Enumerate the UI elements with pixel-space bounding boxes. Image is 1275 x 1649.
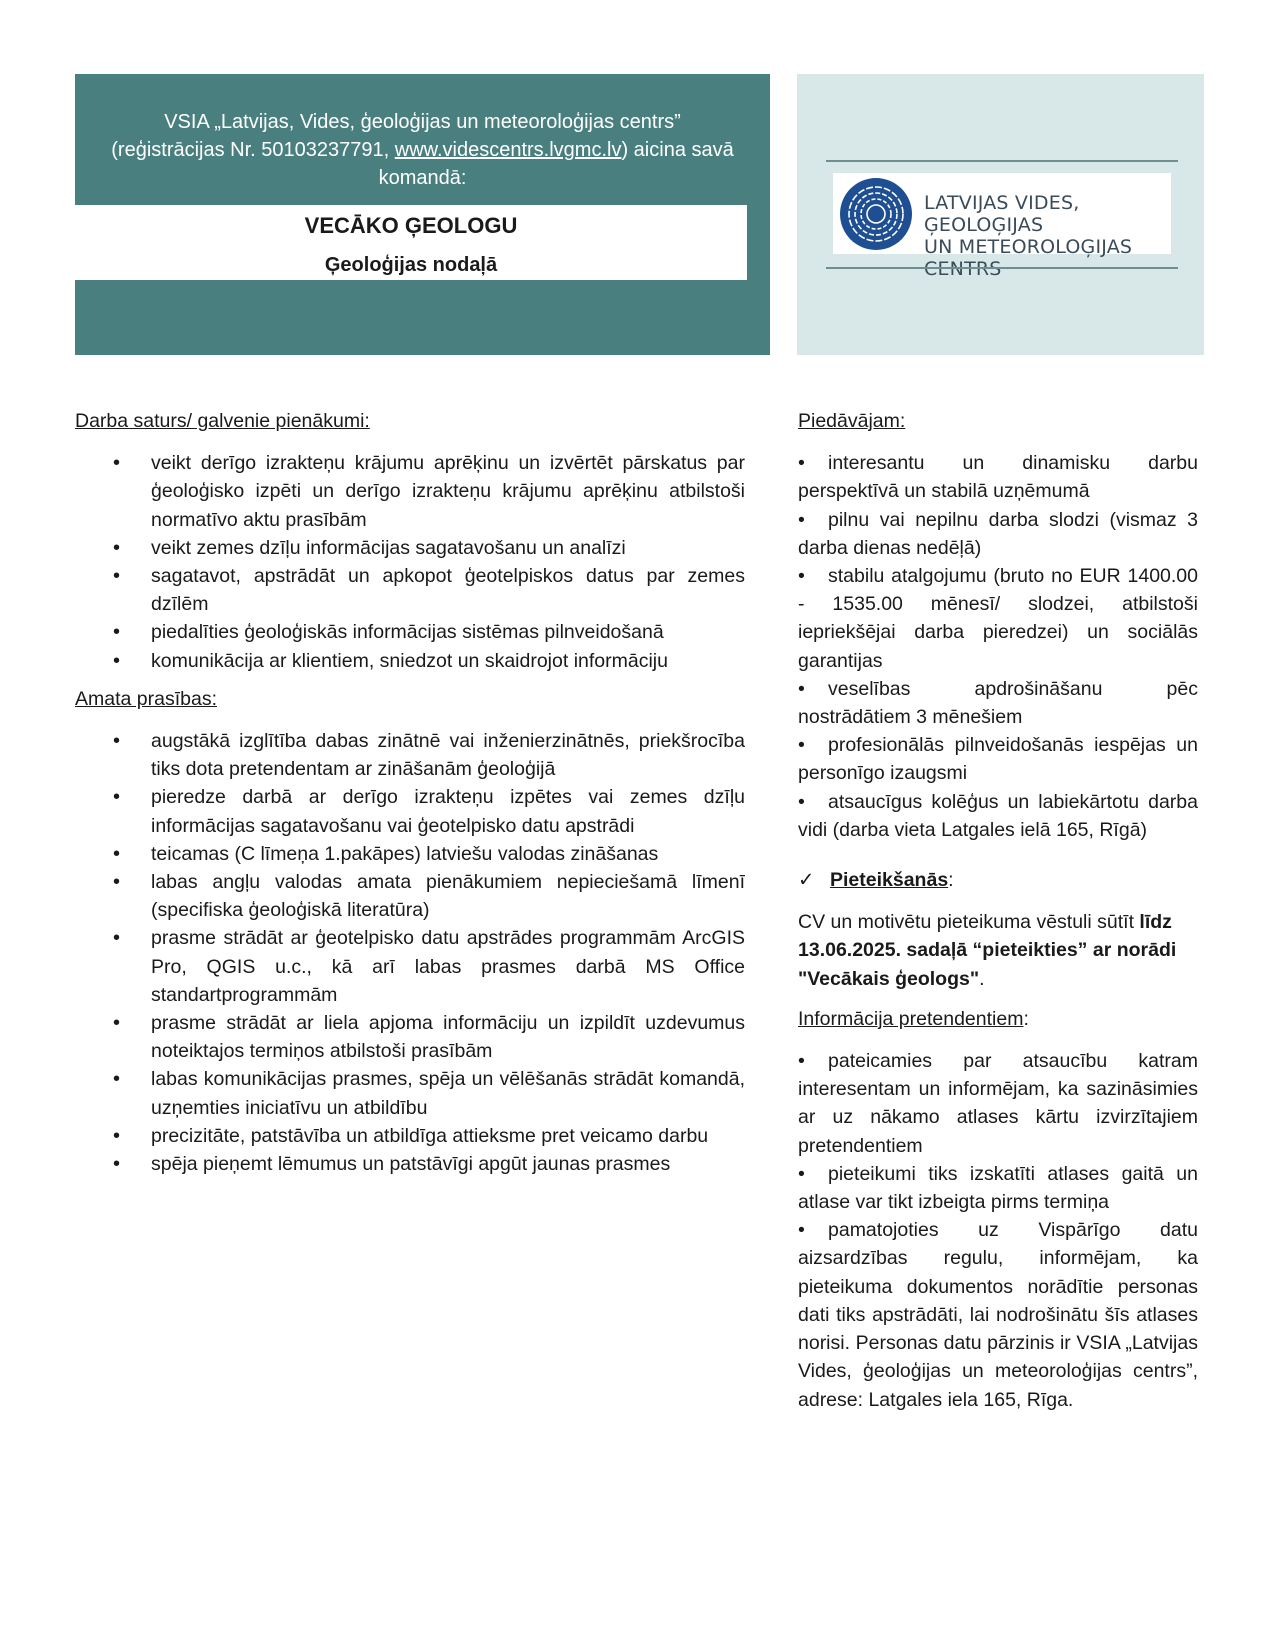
apply-heading-text: Pieteikšanās bbox=[830, 869, 949, 892]
list-item: • sagatavot, apstrādāt un apkopot ģeotelpiskos datus par zemes dzīlēm bbox=[75, 562, 745, 618]
list-item: • komunikācija ar klientiem, sniedzot un skaidrojot informāciju bbox=[75, 647, 745, 675]
intro-line-2 bbox=[75, 136, 770, 164]
info-heading-suffix: : bbox=[1023, 1007, 1029, 1030]
organization-logo bbox=[833, 173, 1171, 280]
logo-panel bbox=[797, 74, 1204, 355]
logo-bottom-rule bbox=[826, 267, 1178, 269]
offer-item-text: veselības apdrošināšanu pēc nostrādātiem 3 mēnešiem bbox=[798, 677, 1198, 729]
logo-text-line-2: UN METEOROLOĢIJAS CENTRS bbox=[924, 236, 1133, 280]
apply-deadline: līdz 13.06.2025. sadaļā “pieteikties” ar norādi "Vecākais ģeologs" bbox=[798, 911, 1177, 990]
logo-top-rule bbox=[826, 160, 1178, 162]
job-title-box bbox=[75, 205, 747, 280]
list-item: • labas komunikācijas prasmes, spēja un vēlēšanās strādāt komandā, uzņemties iniciatīvu un atbildību bbox=[75, 1065, 745, 1121]
list-item: • precizitāte, patstāvība un atbildīga attieksme pret veicamo darbu bbox=[75, 1122, 745, 1150]
list-item: • veselības apdrošināšanu pēc nostrādātiem 3 mēnešiem bbox=[798, 677, 1198, 729]
list-item: • veikt zemes dzīļu informācijas sagatavošanu un analīzi bbox=[75, 534, 745, 562]
department-name: Ģeoloģijas nodaļā bbox=[324, 254, 498, 276]
list-item: • pamatojoties uz Vispārīgo datu aizsardzības regulu, informējam, ka pieteikuma dokumentos norādītie personas dati tiks apstrādāti, lai nodrošinātu šīs atlases norisi. Personas datu pārzinis ir VSIA „Latvijas Vides, ģeoloģijas un meteoroloģijas centrs”, adrese: Latgales iela 165, Rīga. bbox=[798, 1219, 1198, 1411]
left-column bbox=[75, 407, 745, 1188]
info-item-text: pamatojoties uz Vispārīgo datu aizsardzības regulu, informējam, ka pieteikuma dokumentos norādītie personas dati tiks apstrādāti, lai nodrošinātu šīs atlases norisi. Personas datu pārzinis ir VSIA „Latvijas Vides, ģeoloģijas un meteoroloģijas centrs”, adrese: Latgales iela 165, Rīga. bbox=[798, 1219, 1198, 1411]
apply-text-pre: CV un motivētu pieteikuma vēstuli sūtīt bbox=[798, 911, 1140, 934]
offer-heading: Piedāvājam: bbox=[798, 410, 906, 432]
apply-heading bbox=[798, 866, 1208, 894]
list-item: • piedalīties ģeoloģiskās informācijas sistēmas pilnveidošanā bbox=[75, 618, 745, 646]
list-item: • teicamas (C līmeņa 1.pakāpes) latviešu valodas zināšanas bbox=[75, 840, 745, 868]
list-item: • pateicamies par atsaucību katram interesentam un informējam, ka sazināsimies ar uz nākamo atlases kārtu izvirzītajiem pretendentiem bbox=[798, 1050, 1198, 1157]
list-item: • pieredze darbā ar derīgo izrakteņu izpētes vai zemes dzīļu informācijas sagatavošanu vai ģeotelpisko datu apstrādi bbox=[75, 783, 745, 839]
intro-line-2-post: ) aicina savā bbox=[621, 139, 734, 161]
header-banner bbox=[75, 74, 770, 355]
intro-line-1: VSIA „Latvijas, Vides, ģeoloģijas un meteoroloģijas centrs” bbox=[164, 111, 681, 133]
duties-list bbox=[75, 449, 745, 675]
requirements-list bbox=[75, 727, 745, 1178]
info-heading bbox=[798, 1005, 1208, 1033]
list-item: • interesantu un dinamisku darbu perspektīvā un stabilā uzņēmumā bbox=[798, 452, 1198, 503]
requirements-heading: Amata prasības: bbox=[75, 687, 217, 710]
list-item: • prasme strādāt ar liela apjoma informāciju un izpildīt uzdevumus noteiktajos termiņos atbilstoši prasībām bbox=[75, 1009, 745, 1065]
offer-item-text: pilnu vai nepilnu darba slodzi (vismaz 3 darba dienas nedēļā) bbox=[798, 508, 1198, 559]
lvgmc-logo-icon bbox=[839, 177, 913, 251]
duties-heading: Darba saturs/ galvenie pienākumi: bbox=[75, 410, 370, 432]
offer-list bbox=[798, 449, 1198, 844]
info-heading-text: Informācija pretendentiem bbox=[798, 1007, 1024, 1030]
job-title: VECĀKO ĢEOLOGU bbox=[304, 213, 518, 238]
offer-item-text: atsaucīgus kolēģus un labiekārtotu darba vidi (darba vieta Latgales ielā 165, Rīgā) bbox=[798, 790, 1198, 841]
intro-line-2-pre: (reģistrācijas Nr. 50103237791, bbox=[111, 139, 395, 161]
apply-text-post: . bbox=[979, 967, 985, 990]
info-item-text: pateicamies par atsaucību katram interesentam un informējam, ka sazināsimies ar uz nākamo atlases kārtu izvirzītajiem pretendentiem bbox=[798, 1050, 1198, 1157]
website-link[interactable]: www.videscentrs.lvgmc.lv bbox=[394, 139, 622, 161]
right-column bbox=[798, 407, 1208, 1414]
logo-text-line-1: LATVIJAS VIDES, ĢEOLOĢIJAS bbox=[924, 192, 1080, 236]
list-item: • prasme strādāt ar ģeotelpisko datu apstrādes programmām ArcGIS Pro, QGIS u.c., kā arī labas prasmes darbā MS Office standartprogrammām bbox=[75, 924, 745, 1009]
apply-instructions bbox=[798, 908, 1198, 993]
offer-item-text: profesionālās pilnveidošanās iespējas un personīgo izaugsmi bbox=[798, 734, 1198, 785]
intro-text bbox=[75, 108, 770, 192]
list-item: • labas angļu valodas amata pienākumiem nepieciešamā līmenī (specifiska ģeoloģiskā literatūra) bbox=[75, 868, 745, 924]
list-item: • stabilu atalgojumu (bruto no EUR 1400.00 - 1535.00 mēnesī/ slodzei, atbilstoši iepriekšējai darba pieredzei) un sociālās garantijas bbox=[798, 565, 1198, 672]
list-item: • profesionālās pilnveidošanās iespējas un personīgo izaugsmi bbox=[798, 734, 1198, 785]
list-item: • veikt derīgo izrakteņu krājumu aprēķinu un izvērtēt pārskatus par ģeoloģisko izpēti un derīgo izrakteņu krājumu aprēķinu atbilstoši normatīvo aktu prasībām bbox=[75, 449, 745, 534]
checkmark-icon: ✓ bbox=[798, 869, 815, 892]
intro-line-3: komandā: bbox=[378, 167, 467, 189]
list-item: • atsaucīgus kolēģus un labiekārtotu darba vidi (darba vieta Latgales ielā 165, Rīgā) bbox=[798, 790, 1198, 841]
list-item: • augstākā izglītība dabas zinātnē vai inženierzinātnēs, priekšrocība tiks dota pretendentam ar zināšanām ģeoloģijā bbox=[75, 727, 745, 783]
list-item: • spēja pieņemt lēmumus un patstāvīgi apgūt jaunas prasmes bbox=[75, 1150, 745, 1178]
info-list bbox=[798, 1047, 1198, 1414]
apply-heading-suffix: : bbox=[948, 869, 954, 892]
list-item: • pieteikumi tiks izskatīti atlases gaitā un atlase var tikt izbeigta pirms termiņa bbox=[798, 1162, 1198, 1214]
offer-item-text: stabilu atalgojumu (bruto no EUR 1400.00 - 1535.00 mēnesī/ slodzei, atbilstoši iepriekšējai darba pieredzei) un sociālās garantijas bbox=[798, 565, 1198, 672]
info-item-text: pieteikumi tiks izskatīti atlases gaitā un atlase var tikt izbeigta pirms termiņa bbox=[798, 1162, 1198, 1214]
offer-item-text: interesantu un dinamisku darbu perspektīvā un stabilā uzņēmumā bbox=[798, 452, 1198, 503]
list-item: • pilnu vai nepilnu darba slodzi (vismaz 3 darba dienas nedēļā) bbox=[798, 508, 1198, 559]
